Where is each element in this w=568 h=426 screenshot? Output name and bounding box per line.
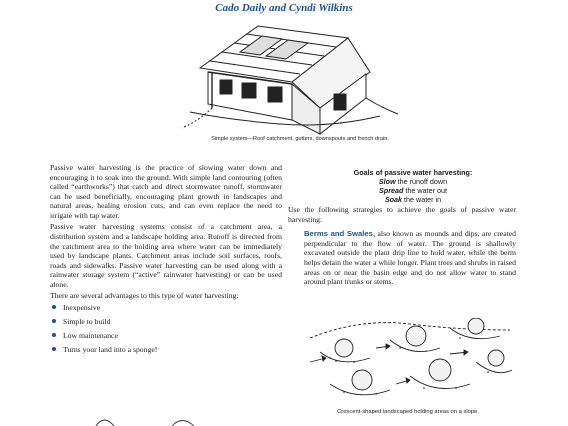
strategies-intro: Use the following strategies to achieve the goals of passive water harvesting: [288,205,516,224]
berms-section [288,229,516,287]
goals-block [328,168,498,204]
left-column [50,163,282,359]
figure1-caption: Simple system—Roof catchment, gutters, downspouts and french drain. [211,136,389,142]
house-illustration [170,16,410,136]
goal-spread: Spread the water out [379,186,447,195]
crescent-basins-illustration [300,318,516,408]
bottom-sketch [90,412,220,426]
goals-title: Goals of passive water harvesting: [353,168,473,177]
berms-heading: Berms and Swales, [304,229,376,239]
authors-line: Cado Daily and Cyndi Wilkins [215,2,353,14]
bullet-icon [52,319,56,323]
list-item: Inexpensive [50,303,282,312]
list-item: Simple to build [50,317,282,326]
bullet-icon [52,347,56,351]
bullet-icon [52,305,56,309]
goal-slow: Slow the runoff down [378,177,448,186]
intro-paragraph: Passive water harvesting is the practice of slowing water down and encouraging it to soak into the ground. With simple land contouring (often called “earthworks”) that catch and direct stormwater runoff, stormwater can be used beneficially, encouraging plant growth in landscapes and natural areas, healing erosion cuts, and can even replace the need to irrigate with tap water. [50,163,282,220]
advantages-list [50,303,282,354]
berms-text: also known as mounds and dips, are created perpendicular to the flow of water. The ground is shallowly excavated outside the plant drip line to hold water, while the berm helps detain the water a while longer. Plant trees and shrubs in raised areas on or near the basin edge and do not allow water to stand around plant trunks or stems. [304,229,516,287]
right-column [288,168,516,287]
bullet-icon [52,333,56,337]
systems-paragraph: Passive water harvesting systems consist of a catchment area, a distribution system and a landscape holding area. Runoff is directed from the catchment area to the holding area where water can be immediately used by landscape plants. Catchment areas include soil surfaces, roofs, roads and sidewalks. Passive water harvesting can be used along with a rainwater storage system (“active” rainwater harvesting) or can be used alone. [50,222,282,289]
goal-soak: Soak the water in [384,195,442,204]
figure2-caption: Crescent-shaped landscaped holding areas on a slope. [337,409,479,415]
berms-paragraph [304,229,516,287]
list-item: Turns your land into a sponge! [50,345,282,354]
advantages-intro: There are several advantages to this type of water harvesting: [50,291,239,301]
list-item: Low maintenance [50,331,282,340]
